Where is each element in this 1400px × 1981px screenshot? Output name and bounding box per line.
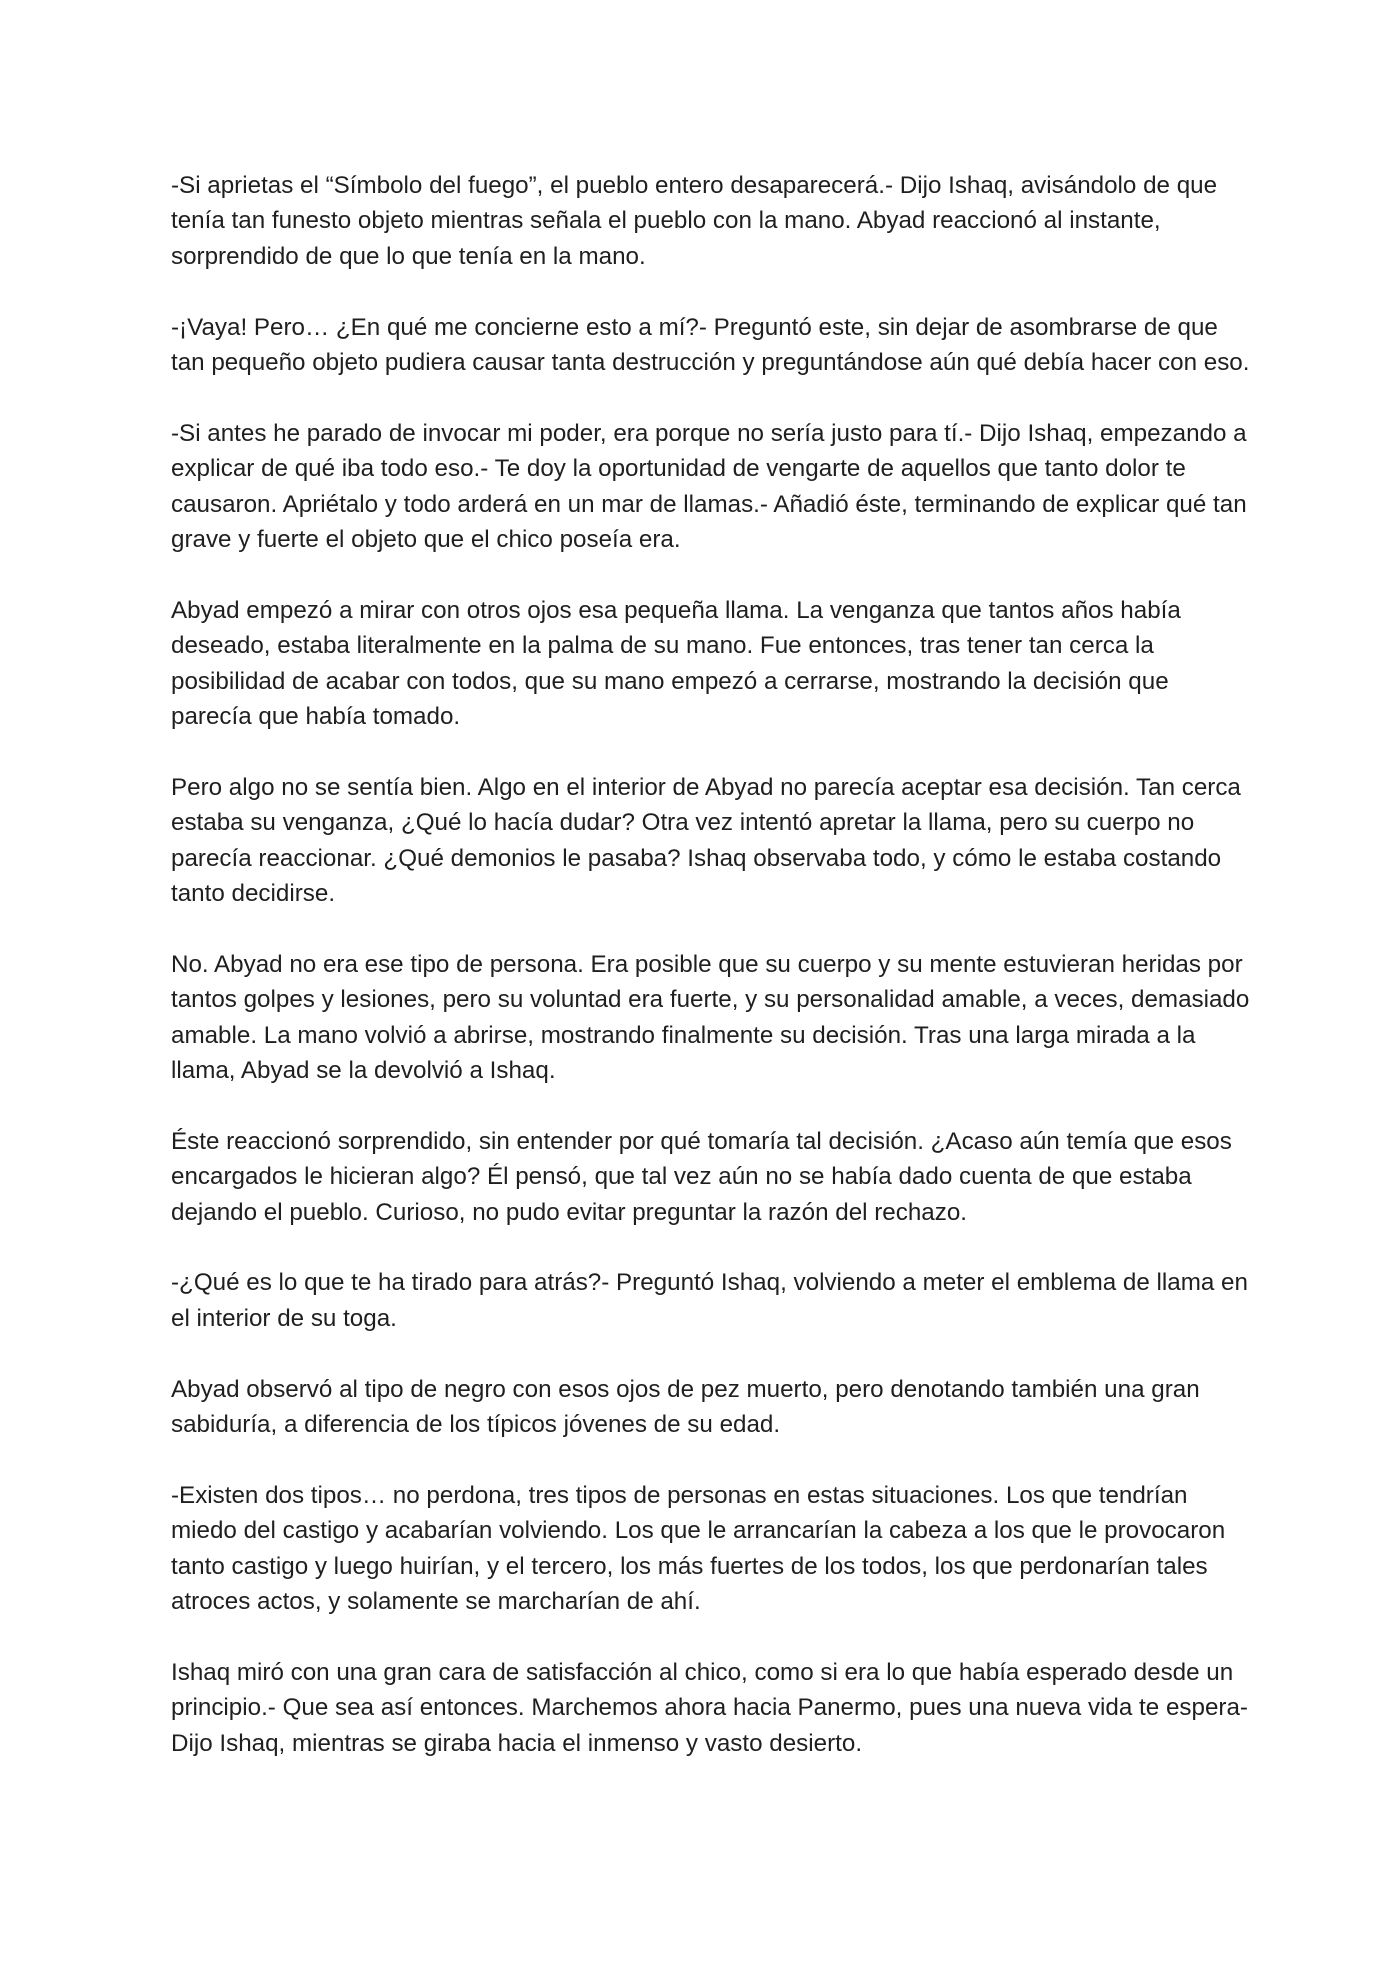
paragraph-7: Éste reaccionó sorprendido, sin entender por qué tomaría tal decisión. ¿Acaso aún temía que esos encargados le hicieran algo? Él pensó, que tal vez aún no se había dado cuenta de que estaba dejando el pueblo. Curioso, no pudo evitar preguntar la razón del rechazo. xyxy=(171,1127,1232,1226)
paragraph-6: No. Abyad no era ese tipo de persona. Era posible que su cuerpo y su mente estuvieran heridas por tantos golpes y lesiones, pero su voluntad era fuerte, y su personalidad amable, a veces, demasiado amable. La mano volvió a abrirse, mostrando finalmente su decisión. Tras una larga mirada a la llama, Abyad se la devolvió a Ishaq. xyxy=(171,950,1250,1085)
paragraph-8: -¿Qué es lo que te ha tirado para atrás?- Preguntó Ishaq, volviendo a meter el emblema de llama en el interior de su toga. xyxy=(171,1269,1248,1332)
paragraph-11: Ishaq miró con una gran cara de satisfacción al chico, como si era lo que había esperado desde un principio.- Que sea así entonces. Marchemos ahora hacia Panermo, pues una nueva vida te espera- Dijo Ishaq, mientras se giraba hacia el inmenso y vasto desierto. xyxy=(171,1658,1248,1757)
paragraph-10: -Existen dos tipos… no perdona, tres tipos de personas en estas situaciones. Los que tendrían miedo del castigo y acabarían volviendo. Los que le arrancarían la cabeza a los que le provocaron tanto castigo y luego huirían, y el tercero, los más fuertes de los todos, los que perdonarían tales atroces actos, y solamente se marcharían de ahí. xyxy=(171,1481,1226,1616)
paragraph-4: Abyad empezó a mirar con otros ojos esa pequeña llama. La venganza que tantos años había deseado, estaba literalmente en la palma de su mano. Fue entonces, tras tener tan cerca la posibilidad de acabar con todos, que su mano empezó a cerrarse, mostrando la decisión que parecía que había tomado. xyxy=(171,596,1181,731)
paragraph-9: Abyad observó al tipo de negro con esos ojos de pez muerto, pero denotando también una gran sabiduría, a diferencia de los típicos jóvenes de su edad. xyxy=(171,1375,1200,1439)
paragraph-3: -Si antes he parado de invocar mi poder, era porque no sería justo para tí.- Dijo Ishaq, empezando a explicar de qué iba todo eso.- Te doy la oportunidad de vengarte de aquellos que tanto dolor te causaron. Apriétalo y todo arderá en un mar de llamas.- Añadió éste, terminando de explicar qué tan grave y fuerte el objeto que el chico poseía era. xyxy=(171,419,1247,554)
paragraph-1: -Si aprietas el “Símbolo del fuego”, el pueblo entero desaparecerá.- Dijo Ishaq, avisándolo de que tenía tan funesto objeto mientras señala el pueblo con la mano. Abyad reaccionó al instante, sorprendido de que lo que tenía en la mano. xyxy=(171,172,1218,270)
document-body xyxy=(171,168,1251,1797)
paragraph-2: -¡Vaya! Pero… ¿En qué me concierne esto a mí?- Preguntó este, sin dejar de asombrarse de que tan pequeño objeto pudiera causar tanta destrucción y preguntándose aún qué debía hacer con eso. xyxy=(171,313,1250,377)
paragraph-5: Pero algo no se sentía bien. Algo en el interior de Abyad no parecía aceptar esa decisión. Tan cerca estaba su venganza, ¿Qué lo hacía dudar? Otra vez intentó apretar la llama, pero su cuerpo no parecía reaccionar. ¿Qué demonios le pasaba? Ishaq observaba todo, y cómo le estaba costando tanto decidirse. xyxy=(171,773,1241,908)
